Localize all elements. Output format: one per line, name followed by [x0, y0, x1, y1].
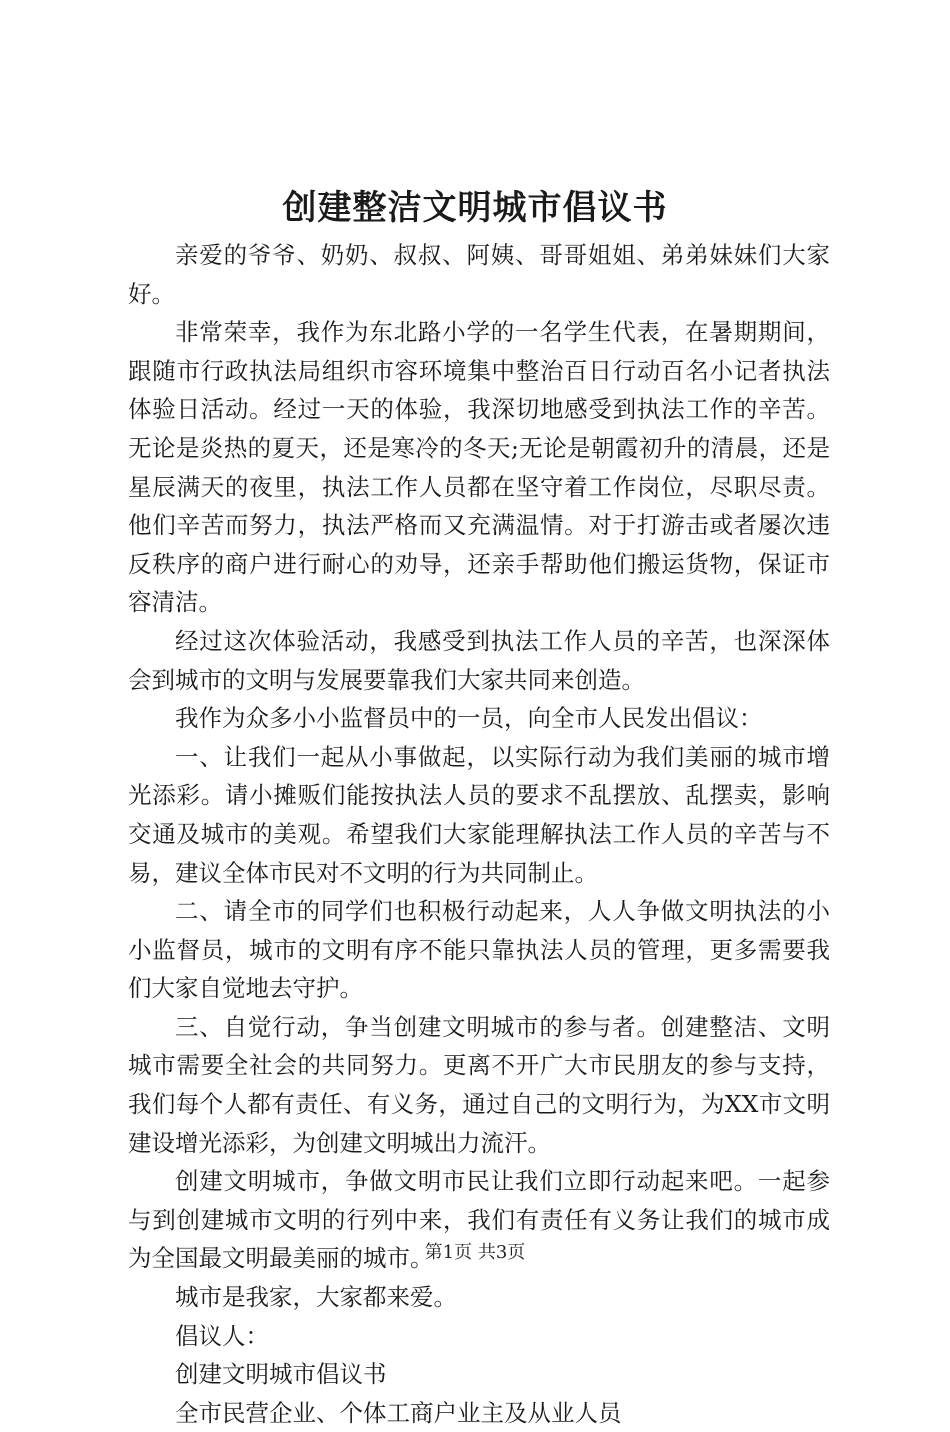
paragraph-proposal-two: 二、请全市的同学们也积极行动起来，人人争做文明执法的小小监督员，城市的文明有序不能只靠执法人员的管理，更多需要我们大家自觉地去守护。	[128, 897, 830, 1003]
paragraph-doc-name: 创建文明城市倡议书	[175, 1360, 387, 1389]
paragraph-proposal-three: 三、自觉行动，争当创建文明城市的参与者。创建整洁、文明城市需要全社会的共同努力。更离不开广大市民朋友的参与支持，我们每个人都有责任、有义务，通过自己的文明行为，为XX市文明建设增光添彩，为创建文明城出力流汗。	[128, 1012, 830, 1157]
paragraph-greeting: 亲爱的爷爷、奶奶、叔叔、阿姨、哥哥姐姐、弟弟妹妹们大家好。	[128, 241, 830, 308]
paragraph-proposer-label: 倡议人：	[175, 1321, 269, 1350]
paragraph-slogan: 城市是我家，大家都来爱。	[175, 1283, 457, 1312]
paragraph-call-to-action: 创建文明城市，争做文明市民让我们立即行动起来吧。一起参与到创建城市文明的行列中来，我们有责任有义务让我们的城市成为全国最文明最美丽的城市。	[128, 1167, 830, 1273]
document-title: 创建整洁文明城市倡议书	[282, 188, 668, 228]
page-number: 第1页 共3页	[424, 1242, 526, 1263]
paragraph-experience: 非常荣幸，我作为东北路小学的一名学生代表，在暑期期间，跟随市行政执法局组织市容环境集中整治百日行动百名小记者执法体验日活动。经过一天的体验，我深切地感受到执法工作的辛苦。无论是炎热的夏天，还是寒冷的冬天;无论是朝霞初升的清晨，还是星辰满天的夜里，执法工作人员都在坚守着工作岗位，尽职尽责。他们辛苦而努力，执法严格而又充满温情。对于打游击或者屡次违反秩序的商户进行耐心的劝导，还亲手帮助他们搬运货物，保证市容清洁。	[128, 318, 830, 617]
paragraph-reflection: 经过这次体验活动，我感受到执法工作人员的辛苦，也深深体会到城市的文明与发展要靠我们大家共同来创造。	[128, 626, 830, 694]
paragraph-proposal-one: 一、让我们一起从小事做起，以实际行动为我们美丽的城市增光添彩。请小摊贩们能按执法人员的要求不乱摆放、乱摆卖，影响交通及城市的美观。希望我们大家能理解执法工作人员的辛苦与不易，建议全体市民对不文明的行为共同制止。	[128, 742, 830, 887]
paragraph-proposal-intro: 我作为众多小小监督员中的一员，向全市人民发出倡议：	[175, 704, 763, 733]
paragraph-addressees: 全市民营企业、个体工商户业主及从业人员	[175, 1398, 622, 1427]
